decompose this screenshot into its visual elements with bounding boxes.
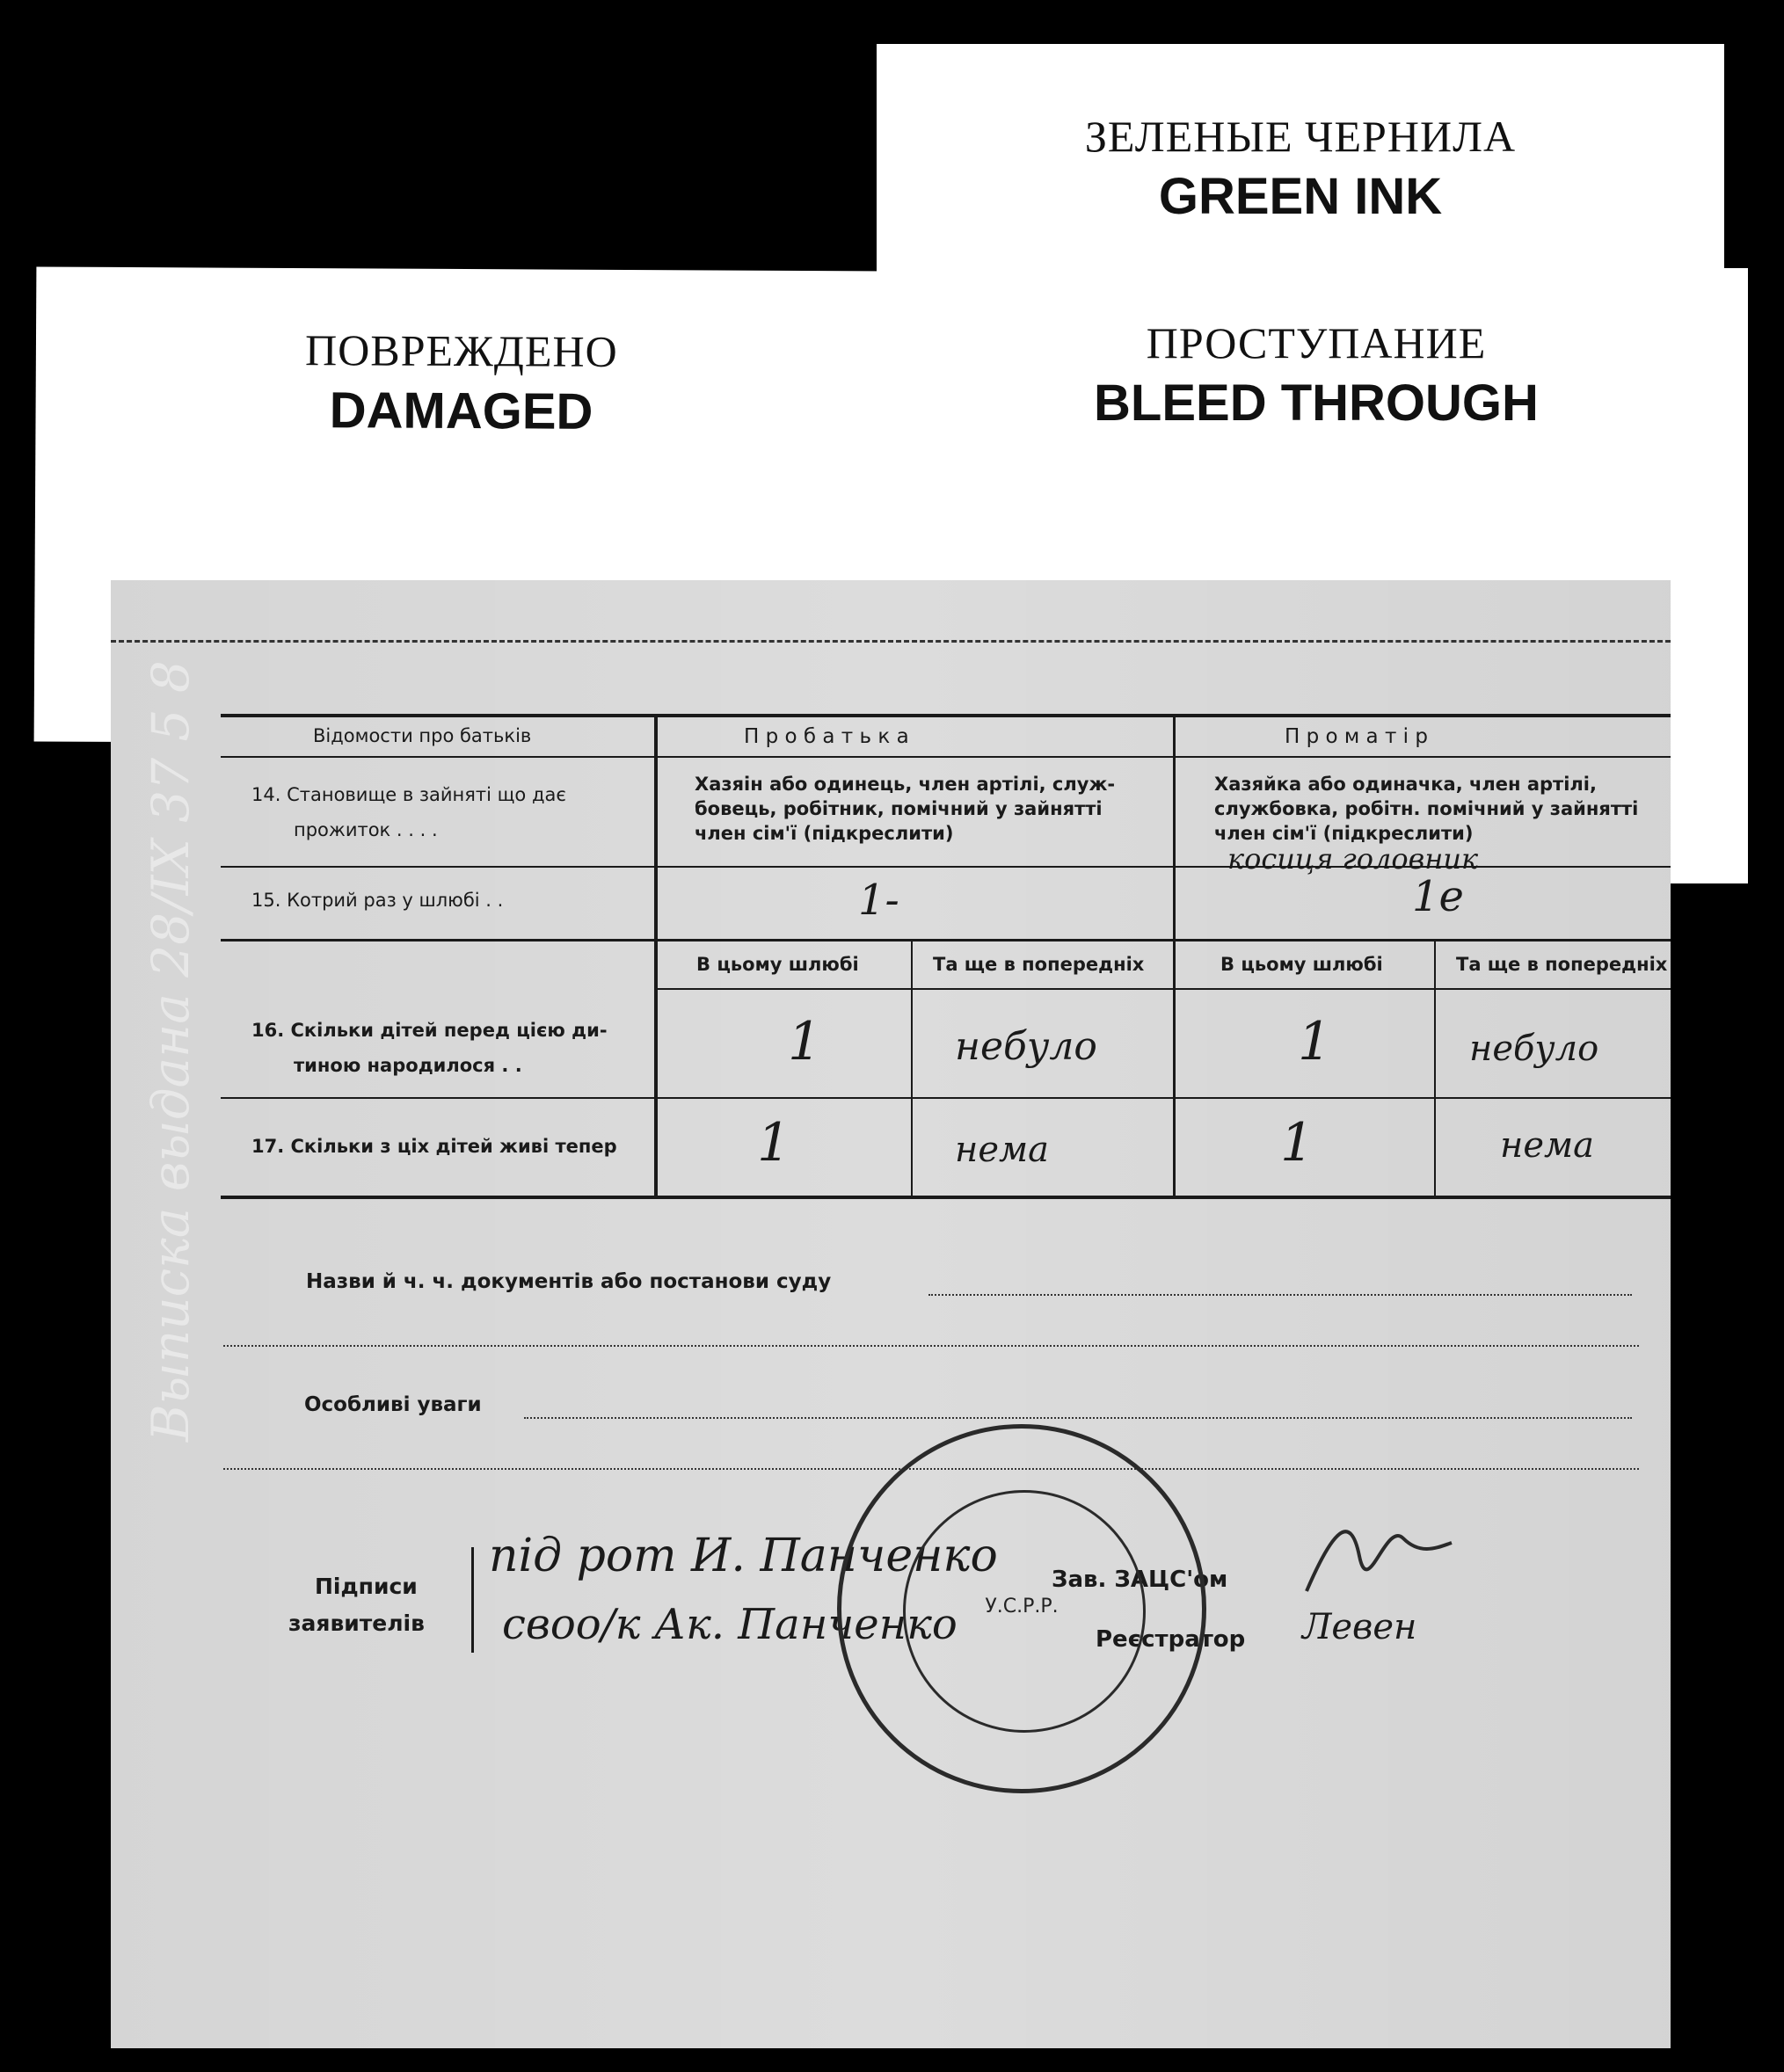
damaged-ru: ПОВРЕЖДЕНО <box>304 325 618 376</box>
green-ink-en: GREEN INK <box>1158 168 1443 225</box>
bleed-through-en: BLEED THROUGH <box>1094 374 1539 432</box>
damaged-en: DAMAGED <box>329 382 593 440</box>
subheader-mother-prev: Та ще в попередніх <box>1456 954 1668 975</box>
applicant-signature-2: своо/к Ак. Панченко <box>502 1600 958 1649</box>
header-father: П р о б а т ь к а <box>744 725 909 748</box>
row17-label: 17. Скільки з ціх дітей живі тепер <box>251 1136 617 1157</box>
subheader-father-prev: Та ще в попередніх <box>933 954 1145 975</box>
col-divider-mother <box>1434 941 1436 1199</box>
row14-label-line2: прожиток . . . . <box>294 819 438 840</box>
tear-line <box>111 640 1671 643</box>
registry-form <box>111 580 1671 2048</box>
col-divider-1 <box>654 714 658 1199</box>
row17-father-this: 1 <box>757 1112 791 1174</box>
row16-rule <box>221 1097 1671 1099</box>
subheader-father-this: В цьому шлюбі <box>696 954 859 975</box>
remarks-line <box>524 1417 1632 1419</box>
head-label: Зав. ЗАЦС'ом <box>1052 1567 1228 1593</box>
row17-father-prev: нема <box>955 1130 1050 1170</box>
row16-label-line1: 16. Скільки дітей перед цією ди- <box>251 1020 608 1041</box>
green-ink-card <box>877 44 1724 277</box>
row16-label-line2: тиною народилося . . <box>294 1055 522 1076</box>
stamp-text: У.С.Р.Р. <box>985 1596 1059 1618</box>
subheader-rule <box>656 988 1671 990</box>
documents-label: Назви й ч. ч. документів або постанови суду <box>306 1270 832 1293</box>
row15-mother-value: 1е <box>1412 872 1464 921</box>
signatures-label-line2: заявителів <box>288 1610 425 1636</box>
col-divider-2 <box>1173 714 1176 1199</box>
row15-father-value: 1- <box>858 876 899 925</box>
official-stamp <box>837 1424 1206 1793</box>
documents-line <box>928 1294 1632 1296</box>
row14-mother-handwritten: косиця головник <box>1227 842 1479 876</box>
table-header-rule <box>221 756 1671 758</box>
row15-label: 15. Котрий раз у шлюбі . . <box>251 890 504 911</box>
header-mother: П р о м а т і р <box>1285 725 1428 748</box>
applicant-signature-1: під рот И. Панченко <box>489 1530 998 1582</box>
signatures-label-line1: Підписи <box>315 1574 418 1599</box>
row14-mother-line3: член сім'ї (підкреслити) <box>1214 823 1474 844</box>
table-bottom-rule <box>221 1196 1671 1199</box>
margin-note: Выписка выдана 28/IX 37 5 8 <box>141 660 200 1442</box>
remarks-label: Особливі уваги <box>304 1393 482 1416</box>
signature-bracket <box>471 1547 474 1653</box>
registrar-label: Реєстратор <box>1096 1626 1246 1653</box>
row16-father-prev: небуло <box>955 1024 1097 1069</box>
bleed-through-ru: ПРОСТУПАНИЕ <box>1146 318 1487 367</box>
row17-mother-this: 1 <box>1280 1112 1314 1174</box>
documents-line-2 <box>223 1345 1639 1347</box>
col-divider-father <box>911 941 913 1199</box>
row16-father-this: 1 <box>788 1011 822 1072</box>
row16-mother-prev: небуло <box>1469 1029 1599 1069</box>
row15-rule <box>221 939 1671 941</box>
row14-label-line1: 14. Становище в зайняті що дає <box>251 784 566 805</box>
row14-father-line3: член сім'ї (підкреслити) <box>695 823 954 844</box>
head-signature <box>1298 1503 1456 1609</box>
header-col1: Відомости про батьків <box>313 725 532 746</box>
green-ink-ru: ЗЕЛЕНЫЕ ЧЕРНИЛА <box>1084 112 1517 161</box>
row17-mother-prev: нема <box>1500 1125 1595 1166</box>
subheader-mother-this: В цьому шлюбі <box>1220 954 1383 975</box>
row14-father-line1: Хазяін або одинець, член артілі, служ- <box>695 774 1116 795</box>
row16-mother-this: 1 <box>1298 1011 1332 1072</box>
row14-mother-line1: Хазяйка або одиначка, член артілі, <box>1214 774 1597 795</box>
row14-mother-line2: службовка, робітн. помічний у зайнятті <box>1214 798 1639 819</box>
row14-father-line2: бовець, робітник, помічний у зайнятті <box>695 798 1103 819</box>
table-top-rule <box>221 714 1671 717</box>
registrar-signature: Левен <box>1302 1607 1417 1647</box>
